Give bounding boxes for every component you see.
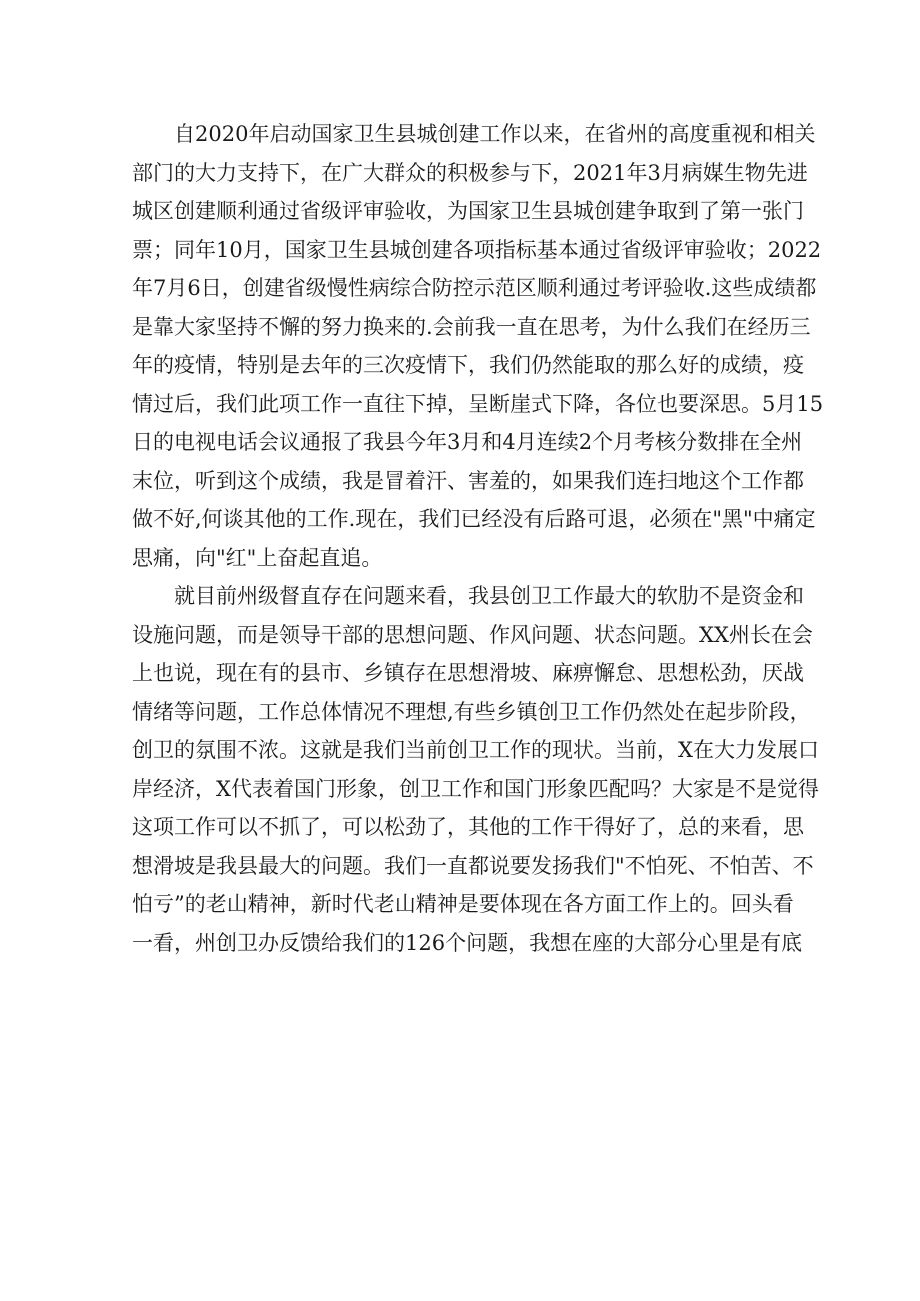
text-line: 是靠大家坚持不懈的努力换来的.会前我一直在思考，为什么我们在经历三	[132, 314, 811, 339]
text-line: 情绪等问题，工作总体情况不理想,有些乡镇创卫工作仍然处在起步阶段，	[132, 699, 811, 724]
text-line: 想滑坡是我县最大的问题。我们一直都说要发扬我们"不怕死、不怕苦、不	[132, 853, 814, 878]
text-line: 末位，听到这个成绩，我是冒着汗、害羞的，如果我们连扫地这个工作都	[132, 468, 804, 493]
text-line: 设施问题，而是领导干部的思想问题、作风问题、状态问题。XX州长在会	[132, 622, 813, 647]
text-line: 日的电视电话会议通报了我县今年3月和4月连续2个月考核分数排在全州	[132, 430, 803, 454]
text-line: 创卫的氛围不浓。这就是我们当前创卫工作的现状。当前，X在大力发展口	[132, 738, 819, 762]
text-line: 票；同年10月，国家卫生县城创建各项指标基本通过省级评审验收；2022	[132, 237, 822, 262]
text-line: 做不好,何谈其他的工作.现在，我们已经没有后路可退，必须在"黑"中痛定	[132, 507, 816, 531]
text-line: 年的疫情，特别是去年的三次疫情下，我们仍然能取的那么好的成绩，疫	[132, 353, 804, 377]
text-line: 情过后，我们此项工作一直往下掉，呈断崖式下降，各位也要深思。5月15	[132, 391, 824, 416]
text-line: 怕亏”的老山精神，新时代老山精神是要体现在各方面工作上的。回头看	[132, 892, 794, 916]
paragraph-1	[132, 115, 824, 577]
text-line: 一看，州创卫办反馈给我们的126个问题，我想在座的大部分心里是有底	[132, 930, 803, 955]
text-line: 自2020年启动国家卫生县城创建工作以来，在省州的高度重视和相关	[174, 122, 816, 146]
text-line: 年7月6日，创建省级慢性病综合防控示范区顺利通过考评验收.这些成绩都	[132, 276, 817, 300]
paragraph-2	[132, 577, 819, 962]
text-line: 思痛，向"红"上奋起直追。	[132, 545, 383, 570]
text-line: 上也说，现在有的县市、乡镇存在思想滑坡、麻痹懈怠、思想松劲，厌战	[132, 661, 804, 685]
text-line: 就目前州级督直存在问题来看，我县创卫工作最大的软肋不是资金和	[174, 584, 804, 608]
text-line: 城区创建顺利通过省级评审验收，为国家卫生县城创建争取到了第一张门	[132, 199, 804, 223]
text-line: 岸经济，X代表着国门形象，创卫工作和国门形象匹配吗？大家是不是觉得	[132, 776, 819, 801]
text-line: 部门的大力支持下，在广大群众的积极参与下，2021年3月病媒生物先进	[132, 160, 808, 185]
text-line: 这项工作可以不抓了，可以松劲了，其他的工作干得好了，总的来看，思	[132, 815, 804, 839]
document-body	[132, 115, 824, 962]
